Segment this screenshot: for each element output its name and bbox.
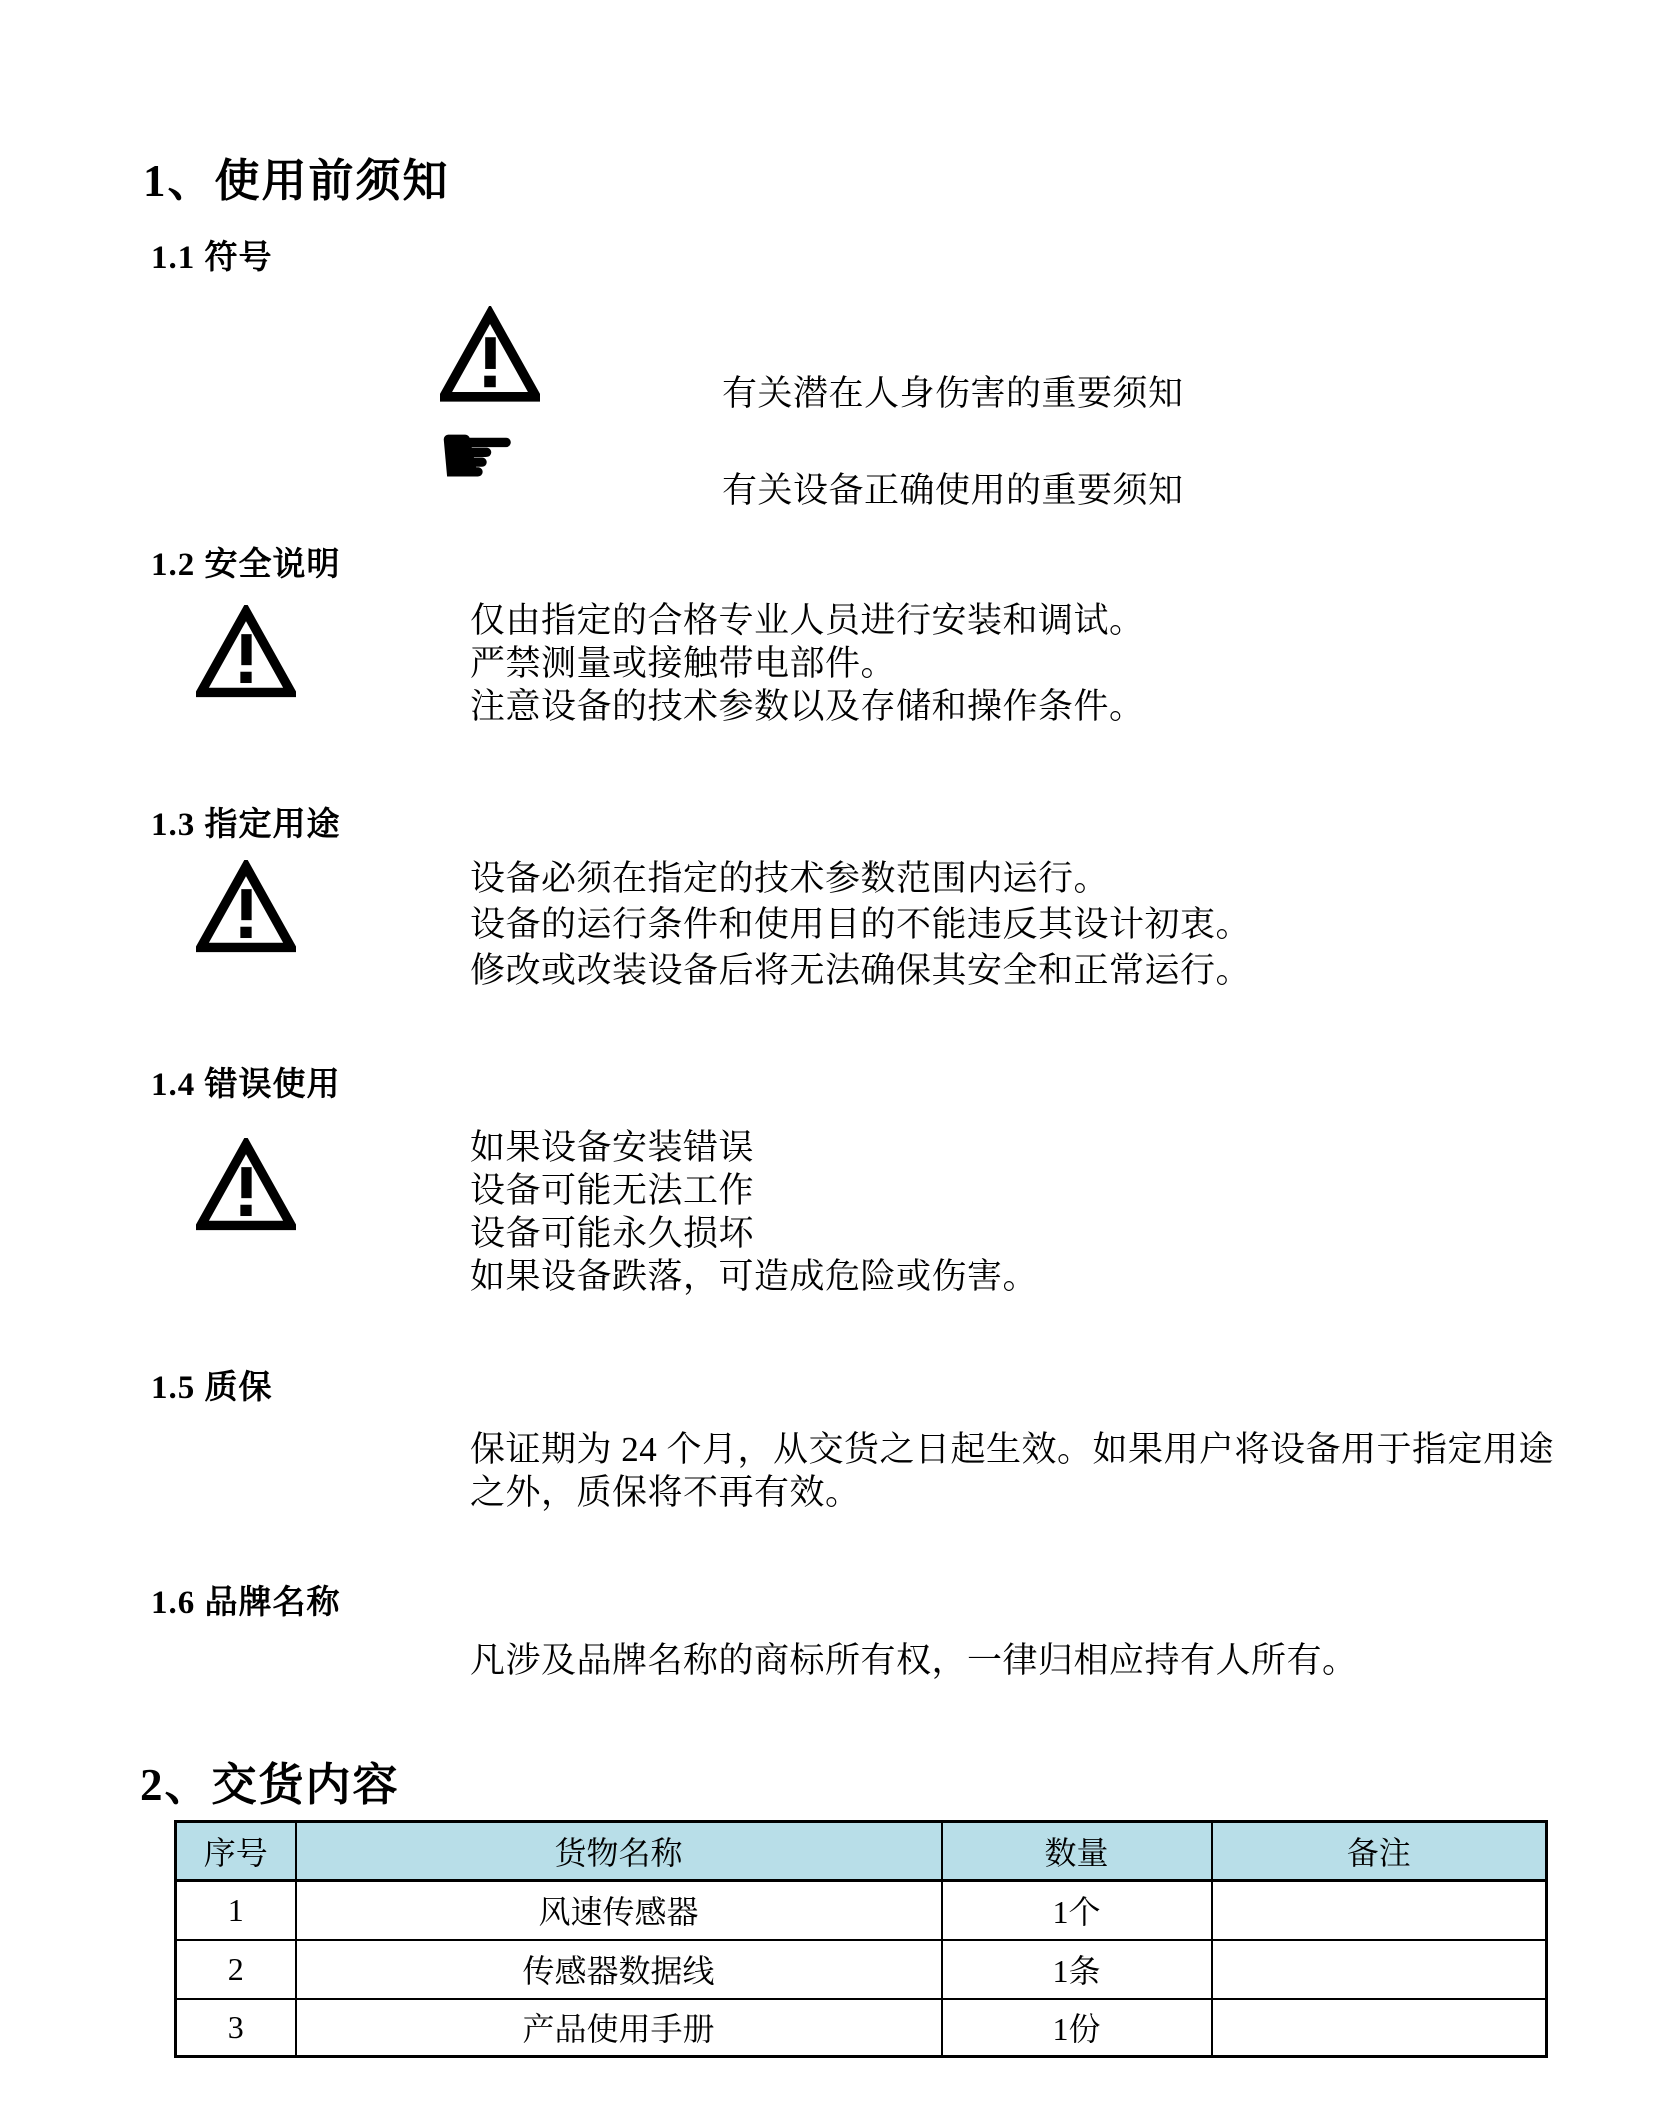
brand-text bbox=[470, 1639, 1358, 1682]
text-line: 设备必须在指定的技术参数范围内运行。 bbox=[470, 859, 1110, 898]
table-cell-quantity: 1条 bbox=[942, 1940, 1212, 1999]
table-row bbox=[176, 1940, 1547, 1999]
symbol-caption-usage: 有关设备正确使用的重要须知 bbox=[722, 471, 1184, 510]
text-line: 保证期为 24 个月，从交货之日起生效。如果用户将设备用于指定用途 bbox=[470, 1430, 1555, 1469]
col-header-remarks: 备注 bbox=[1212, 1822, 1547, 1881]
col-header-quantity: 数量 bbox=[942, 1822, 1212, 1881]
table-cell-quantity: 1个 bbox=[942, 1881, 1212, 1940]
section-title-warranty: 1.5 质保 bbox=[151, 1370, 273, 1406]
warning-triangle-icon bbox=[196, 605, 296, 699]
table-cell-goods: 风速传感器 bbox=[296, 1881, 942, 1940]
text-line: 如果设备跌落，可造成危险或伤害。 bbox=[470, 1257, 1039, 1296]
section-title-intended-use: 1.3 指定用途 bbox=[151, 807, 341, 843]
table-row bbox=[176, 1999, 1547, 2057]
text-line: 设备可能永久损坏 bbox=[470, 1214, 755, 1253]
table-cell-goods: 传感器数据线 bbox=[296, 1940, 942, 1999]
warning-triangle-icon bbox=[196, 860, 296, 954]
text-line: 修改或改装设备后将无法确保其安全和正常运行。 bbox=[470, 951, 1252, 990]
col-header-index: 序号 bbox=[176, 1822, 296, 1881]
table-cell-quantity: 1份 bbox=[942, 1999, 1212, 2057]
section-title-safety: 1.2 安全说明 bbox=[151, 547, 341, 583]
intended-use-text bbox=[470, 856, 1251, 994]
table-cell-remarks bbox=[1212, 1881, 1547, 1940]
text-line: 注意设备的技术参数以及存储和操作条件。 bbox=[470, 687, 1145, 726]
warning-triangle-icon bbox=[440, 306, 540, 405]
text-line: 凡涉及品牌名称的商标所有权，一律归相应持有人所有。 bbox=[470, 1641, 1358, 1680]
table-header-row bbox=[176, 1822, 1547, 1881]
text-line: 设备的运行条件和使用目的不能违反其设计初衷。 bbox=[470, 905, 1252, 944]
delivery-table bbox=[174, 1820, 1548, 2058]
table-cell-index: 1 bbox=[176, 1881, 296, 1940]
text-line: 如果设备安装错误 bbox=[470, 1128, 755, 1167]
table-row bbox=[176, 1881, 1547, 1940]
text-line: 设备可能无法工作 bbox=[470, 1171, 755, 1210]
page-title-usage-notice: 1、使用前须知 bbox=[143, 156, 450, 206]
warranty-text bbox=[470, 1428, 1554, 1514]
table-cell-remarks bbox=[1212, 1940, 1547, 1999]
warning-triangle-icon bbox=[196, 1138, 296, 1232]
table-cell-remarks bbox=[1212, 1999, 1547, 2057]
table-cell-index: 2 bbox=[176, 1940, 296, 1999]
text-line: 之外，质保将不再有效。 bbox=[470, 1473, 861, 1512]
table-cell-index: 3 bbox=[176, 1999, 296, 2057]
text-line: 严禁测量或接触带电部件。 bbox=[470, 644, 897, 683]
col-header-goods: 货物名称 bbox=[296, 1822, 942, 1881]
table-cell-goods: 产品使用手册 bbox=[296, 1999, 942, 2057]
symbol-caption-injury: 有关潜在人身伤害的重要须知 bbox=[722, 374, 1184, 413]
text-line: 仅由指定的合格专业人员进行安装和调试。 bbox=[470, 601, 1145, 640]
section-title-misuse: 1.4 错误使用 bbox=[151, 1067, 341, 1103]
page-title-delivery-content: 2、交货内容 bbox=[140, 1760, 400, 1810]
section-title-brand: 1.6 品牌名称 bbox=[151, 1585, 341, 1621]
section-title-symbols: 1.1 符号 bbox=[151, 240, 273, 276]
pointing-hand-icon: ☛ bbox=[436, 402, 519, 509]
misuse-text bbox=[470, 1126, 1038, 1298]
safety-instructions-text bbox=[470, 599, 1145, 728]
